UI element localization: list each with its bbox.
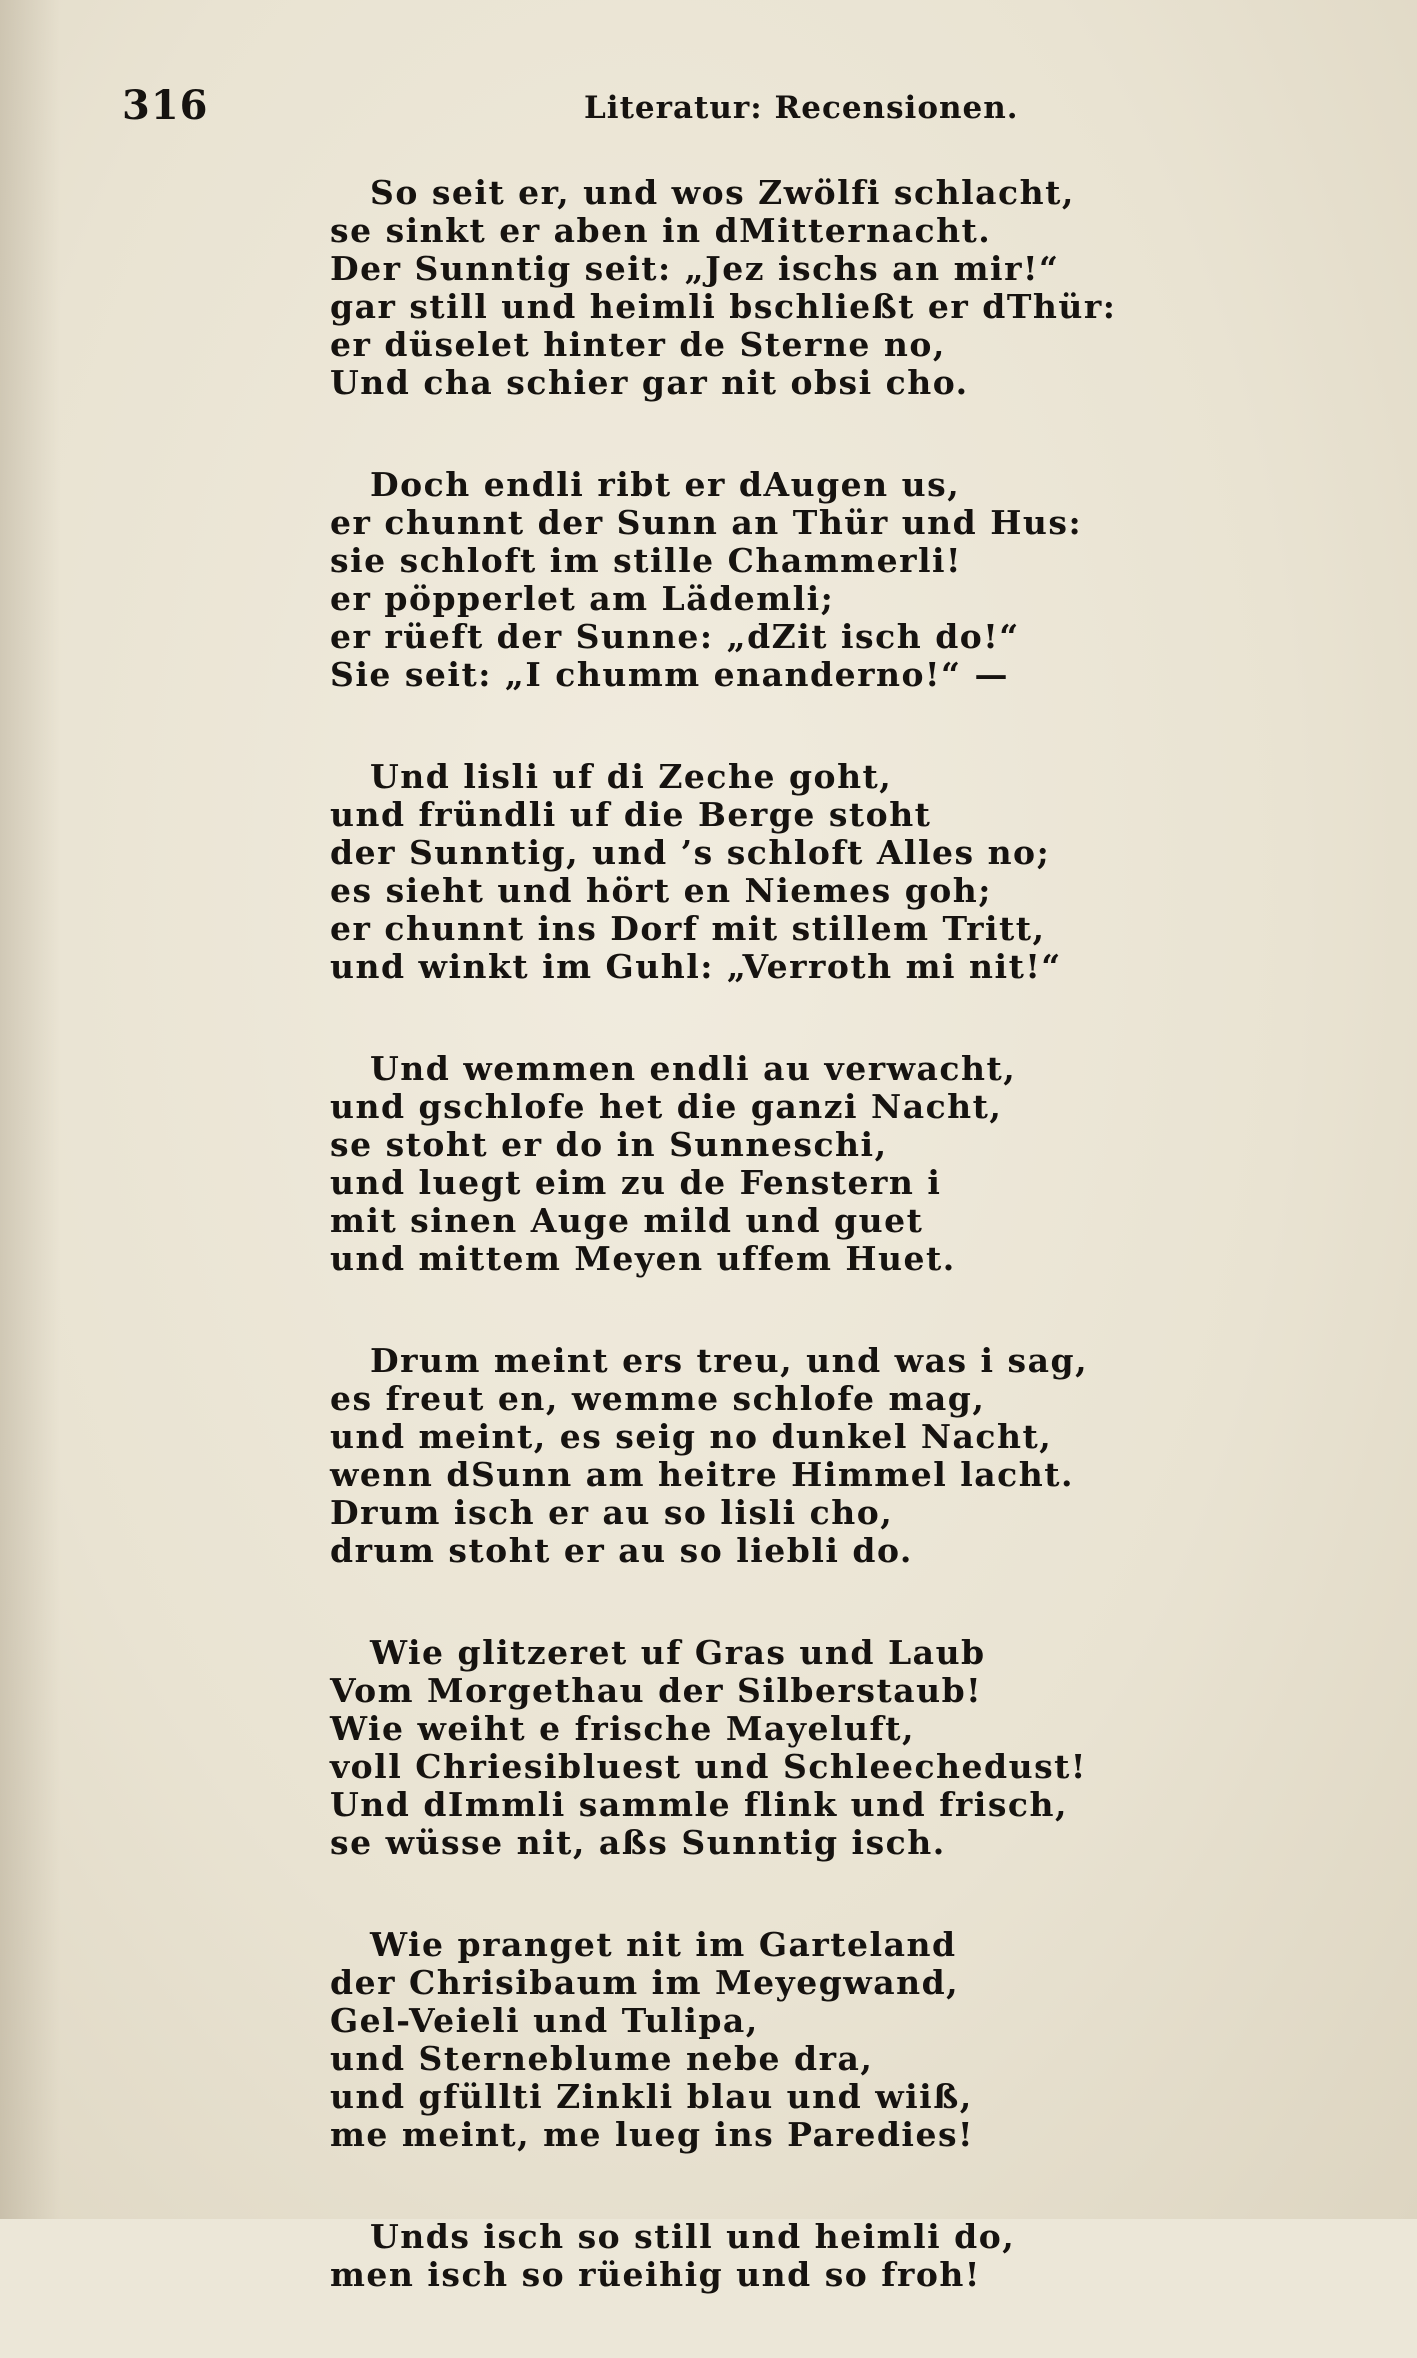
poem-line: mit sinen Auge mild und guet xyxy=(330,1201,924,1240)
poem-line: Und cha schier gar nit obsi cho. xyxy=(330,363,969,402)
poem-line: der Chrisibaum im Meyegwand, xyxy=(330,1963,960,2002)
poem-line: Und wemmen endli au verwacht, xyxy=(370,1049,1017,1088)
poem-line: und Sterneblume nebe dra, xyxy=(330,2039,874,2078)
poem-line: me meint, me lueg ins Paredies! xyxy=(330,2115,975,2154)
stanza xyxy=(330,1634,1360,1862)
poem-line: So seit er, und wos Zwölfi schlacht, xyxy=(370,173,1075,212)
stanza xyxy=(330,758,1360,986)
poem-line: se stoht er do in Sunneschi, xyxy=(330,1125,888,1164)
poem-line: Der Sunntig seit: „Jez ischs an mir!“ xyxy=(330,249,1060,288)
poem-line: er chunnt der Sunn an Thür und Hus: xyxy=(330,503,1083,542)
poem-line: Und dImmli sammle flink und frisch, xyxy=(330,1785,1068,1824)
poem-line: drum stoht er au so liebli do. xyxy=(330,1531,913,1570)
poem-line: Wie weiht e frische Mayeluft, xyxy=(330,1709,915,1748)
poem-line: und winkt im Guhl: „Verroth mi nit!“ xyxy=(330,947,1062,986)
poem-line: Drum meint ers treu, und was i sag, xyxy=(370,1341,1089,1380)
poem-line: er chunnt ins Dorf mit stillem Tritt, xyxy=(330,909,1046,948)
poem-line: Und lisli uf di Zeche goht, xyxy=(370,757,893,796)
stanza xyxy=(330,2218,1360,2294)
poem-line: Wie glitzeret uf Gras und Laub xyxy=(370,1633,986,1672)
poem-line: Unds isch so still und heimli do, xyxy=(370,2217,1016,2256)
poem-line: se wüsse nit, aßs Sunntig isch. xyxy=(330,1823,946,1862)
poem-line: wenn dSunn am heitre Himmel lacht. xyxy=(330,1455,1074,1494)
poem-line: Drum isch er au so lisli cho, xyxy=(330,1493,894,1532)
poem-line: se sinkt er aben in dMitternacht. xyxy=(330,211,992,250)
poem-line: der Sunntig, und ’s schloft Alles no; xyxy=(330,833,1051,872)
poem-line: es freut en, wemme schlofe mag, xyxy=(330,1379,986,1418)
poem-line: und gschlofe het die ganzi Nacht, xyxy=(330,1087,1003,1126)
poem-line: gar still und heimli bschließt er dThür: xyxy=(330,287,1117,326)
poem-line: und luegt eim zu de Fenstern i xyxy=(330,1163,942,1202)
poem-line: voll Chriesibluest und Schleechedust! xyxy=(330,1747,1087,1786)
poem-line: sie schloft im stille Chammerli! xyxy=(330,541,963,580)
poem-line: Vom Morgethau der Silberstaub! xyxy=(330,1671,983,1710)
stanza xyxy=(330,1050,1360,1278)
poem-line: er düselet hinter de Sterne no, xyxy=(330,325,946,364)
stanza xyxy=(330,174,1360,402)
poem-line: men isch so rüeihig und so froh! xyxy=(330,2255,981,2294)
stanza xyxy=(330,1342,1360,1570)
page-number: 316 xyxy=(122,82,209,129)
poem-line: Wie pranget nit im Garteland xyxy=(370,1925,957,1964)
poem-line: es sieht und hört en Niemes goh; xyxy=(330,871,992,910)
stanza xyxy=(330,1926,1360,2154)
poem-line: und gfüllti Zinkli blau und wiiß, xyxy=(330,2077,973,2116)
poem-line: Doch endli ribt er dAugen us, xyxy=(370,465,961,504)
page-header xyxy=(122,82,1292,142)
poem-line: er pöpperlet am Lädemli; xyxy=(330,579,835,618)
poem-line: und mittem Meyen uffem Huet. xyxy=(330,1239,956,1278)
poem-line: er rüeft der Sunne: „dZit isch do!“ xyxy=(330,617,1020,656)
stanza xyxy=(330,466,1360,694)
poem-line: und fründli uf die Berge stoht xyxy=(330,795,932,834)
poem-line: und meint, es seig no dunkel Nacht, xyxy=(330,1417,1053,1456)
page-gutter-shadow xyxy=(0,0,60,2219)
running-head: Literatur: Recensionen. xyxy=(584,90,1019,126)
poem-line: Sie seit: „I chumm enanderno!“ — xyxy=(330,655,1009,694)
poem-line: Gel-Veieli und Tulipa, xyxy=(330,2001,759,2040)
poem xyxy=(330,174,1360,2358)
